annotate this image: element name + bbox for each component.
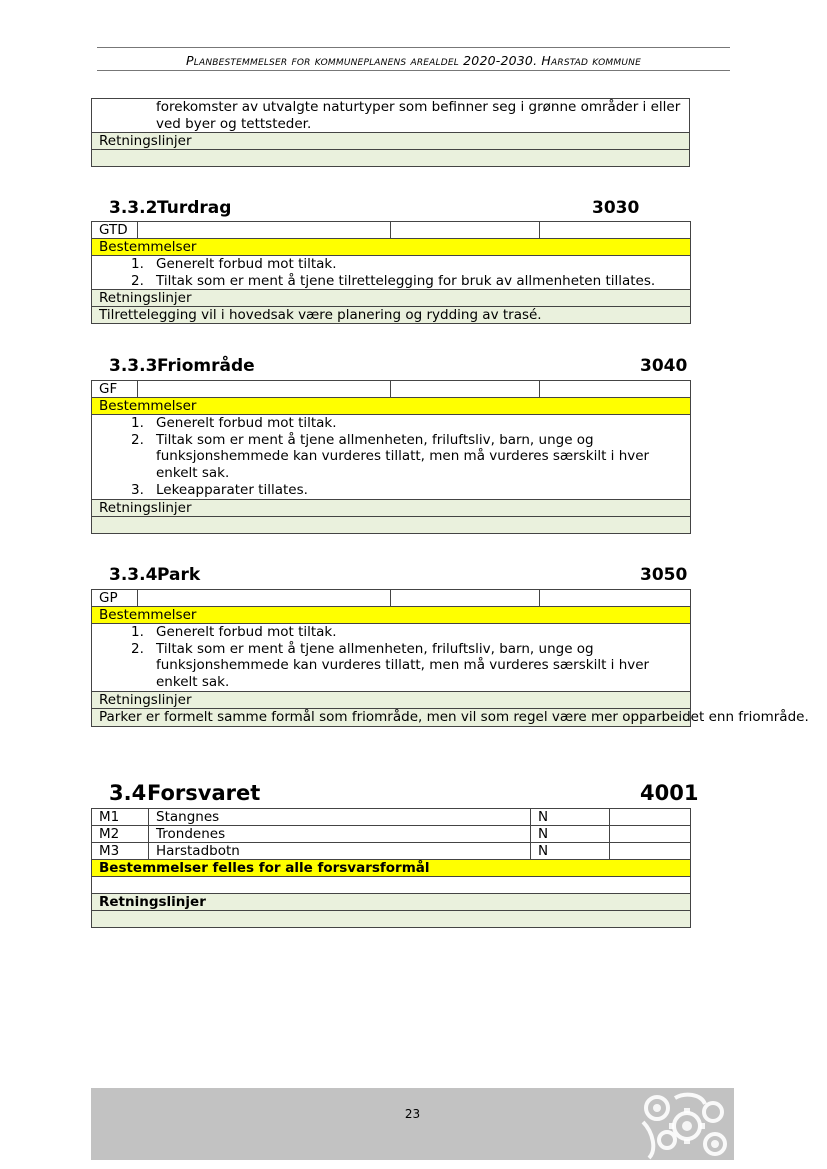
zone-cell-empty <box>391 222 540 239</box>
section-heading-park <box>109 565 200 585</box>
continued-table <box>91 98 690 167</box>
section-heading-friomrade <box>109 356 255 376</box>
section-number: 3.4 <box>109 781 147 805</box>
area-cell-empty <box>610 843 691 860</box>
provisions-list <box>99 624 683 691</box>
friomrade-table <box>91 380 691 534</box>
section-title: Turdrag <box>157 198 232 218</box>
guidelines-text: Tilrettelegging vil i hovedsak være planering og rydding av trasé. <box>92 307 691 324</box>
section-title: Forsvaret <box>147 781 261 805</box>
provisions-list <box>99 415 683 499</box>
section-heading-turdrag <box>109 198 231 218</box>
list-item: 1. Generelt forbud mot tiltak. <box>131 415 337 431</box>
provisions-label: Bestemmelser felles for alle forsvarsformål <box>92 860 691 877</box>
guidelines-content <box>92 150 690 167</box>
provisions-label: Bestemmelser <box>92 607 691 624</box>
zone-code-cell: GP <box>92 590 138 607</box>
table-row <box>92 843 691 860</box>
area-id: M3 <box>92 843 149 860</box>
continuation-text: forekomster av utvalgte naturtyper som befinner seg i grønne områder i eller ved byer og tettsteder. <box>156 99 681 132</box>
guidelines-content <box>92 911 691 928</box>
guidelines-label: Retningslinjer <box>92 290 691 307</box>
guidelines-text <box>92 516 691 533</box>
provisions-cell <box>92 256 691 290</box>
section-title: Park <box>157 565 201 585</box>
area-flag: N <box>531 809 610 826</box>
area-flag: N <box>531 843 610 860</box>
section-heading-forsvaret <box>109 781 260 805</box>
area-id: M2 <box>92 826 149 843</box>
list-item: 3. Lekeapparater tillates. <box>131 481 308 498</box>
table-row <box>92 826 691 843</box>
area-cell-empty <box>610 809 691 826</box>
continuation-cell <box>92 99 690 133</box>
header-rule-bottom <box>97 70 730 71</box>
guidelines-text: Parker er formelt samme formål som friområde, men vil som regel være mer opparbeidet enn friområde. <box>92 708 691 726</box>
area-flag: N <box>531 826 610 843</box>
zone-cell-empty <box>391 381 540 398</box>
turdrag-table <box>91 221 691 324</box>
area-cell-empty <box>610 826 691 843</box>
zone-code-cell: GTD <box>92 222 138 239</box>
guidelines-label: Retningslinjer <box>92 499 691 516</box>
section-code: 3030 <box>592 198 640 218</box>
list-item: 1. Generelt forbud mot tiltak. <box>131 624 337 640</box>
guidelines-label: Retningslinjer <box>92 691 691 708</box>
zone-cell-empty <box>138 381 391 398</box>
document-header-title: Planbestemmelser for kommuneplanens arealdel 2020-2030. Harstad kommune <box>186 53 641 68</box>
forsvaret-table <box>91 808 691 928</box>
section-code: 4001 <box>640 781 699 805</box>
section-number: 3.3.2 <box>109 198 158 218</box>
provisions-list <box>99 256 683 289</box>
area-id: M1 <box>92 809 149 826</box>
section-number: 3.3.4 <box>109 565 158 585</box>
zone-cell-empty <box>391 590 540 607</box>
table-row <box>92 809 691 826</box>
section-code: 3050 <box>640 565 688 585</box>
guidelines-label: Retningslinjer <box>92 894 691 911</box>
provisions-label: Bestemmelser <box>92 398 691 415</box>
list-item: 2. Tiltak som er ment å tjene allmenheten, friluftsliv, barn, unge og funksjonshemmede kan vurderes tillatt, men må vurderes særskilt i hver enkelt sak. <box>131 431 650 482</box>
provisions-label: Bestemmelser <box>92 239 691 256</box>
provisions-cell <box>92 415 691 500</box>
section-number: 3.3.3 <box>109 356 158 376</box>
area-name: Harstadbotn <box>149 843 531 860</box>
section-code: 3040 <box>640 356 688 376</box>
page-footer <box>91 1088 734 1160</box>
provisions-cell <box>92 624 691 692</box>
list-item: 1. Generelt forbud mot tiltak. <box>131 256 337 272</box>
zone-cell-empty <box>540 222 691 239</box>
area-name: Trondenes <box>149 826 531 843</box>
zone-cell-empty <box>540 381 691 398</box>
list-item: 2. Tiltak som er ment å tjene tilrettelegging for bruk av allmenheten tillates. <box>131 272 656 289</box>
header-rule-top <box>97 47 730 48</box>
zone-cell-empty <box>540 590 691 607</box>
provisions-content <box>92 877 691 894</box>
park-table <box>91 589 809 727</box>
page-number: 23 <box>404 1107 421 1121</box>
zone-cell-empty <box>138 222 391 239</box>
guidelines-label: Retningslinjer <box>92 133 690 150</box>
zone-cell-empty <box>138 590 391 607</box>
gear-logo-icon <box>635 1088 730 1160</box>
area-name: Stangnes <box>149 809 531 826</box>
section-title: Friområde <box>157 356 255 376</box>
list-item: 2. Tiltak som er ment å tjene allmenheten, friluftsliv, barn, unge og funksjonshemmede kan vurderes tillatt, men må vurderes særskilt i hver enkelt sak. <box>131 640 650 691</box>
zone-code-cell: GF <box>92 381 138 398</box>
